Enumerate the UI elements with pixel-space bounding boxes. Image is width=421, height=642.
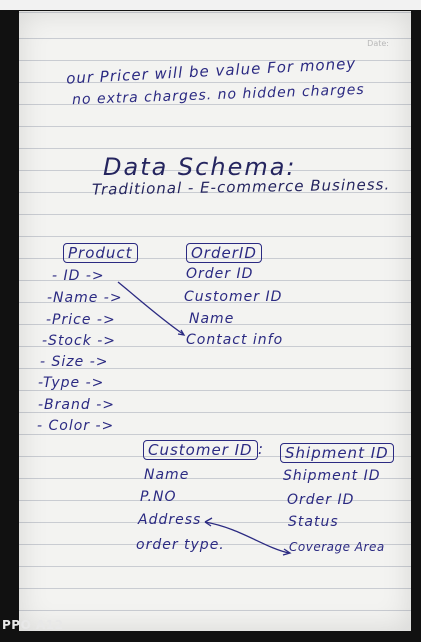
order-field: Contact info bbox=[186, 332, 284, 348]
order-field: Customer ID bbox=[184, 289, 283, 305]
order-heading: OrderID bbox=[186, 243, 262, 263]
schema-title: Data Schema: bbox=[103, 153, 297, 181]
shipment-field: Shipment ID bbox=[283, 468, 381, 484]
intro-line-2: no extra charges. no hidden charges bbox=[71, 81, 365, 109]
customer-heading-separator: : bbox=[258, 440, 265, 458]
shipment-field: Order ID bbox=[287, 492, 355, 508]
camera-watermark: PPO A12 bbox=[2, 618, 64, 632]
product-field: -Name -> bbox=[47, 290, 123, 306]
customer-field: order type. bbox=[136, 537, 225, 553]
product-field: - Color -> bbox=[37, 418, 115, 434]
order-field: Name bbox=[189, 311, 235, 327]
product-field: -Stock -> bbox=[42, 333, 117, 349]
customer-field: P.NO bbox=[140, 489, 177, 505]
shipment-field: Status bbox=[288, 514, 339, 530]
arrow-address-to-coverage bbox=[205, 522, 289, 553]
customer-field: Address bbox=[138, 512, 202, 528]
customer-field: Name bbox=[144, 467, 190, 483]
product-field: -Brand -> bbox=[38, 397, 115, 413]
arrow-product-to-contact bbox=[118, 282, 183, 334]
shipment-heading: Shipment ID bbox=[280, 443, 394, 463]
product-field: - ID -> bbox=[52, 268, 105, 284]
customer-heading: Customer ID bbox=[143, 440, 258, 460]
product-heading: Product bbox=[63, 243, 138, 263]
product-field: - Size -> bbox=[40, 354, 109, 370]
intro-line-1: our Pricer will be value For money bbox=[65, 54, 357, 88]
order-field: Order ID bbox=[186, 266, 254, 282]
product-field: -Price -> bbox=[46, 312, 116, 328]
shipment-field: Coverage Area bbox=[289, 540, 385, 554]
schema-subtitle: Traditional - E-commerce Business. bbox=[91, 175, 391, 199]
date-label: Date: bbox=[367, 39, 389, 48]
product-field: -Type -> bbox=[38, 375, 105, 391]
